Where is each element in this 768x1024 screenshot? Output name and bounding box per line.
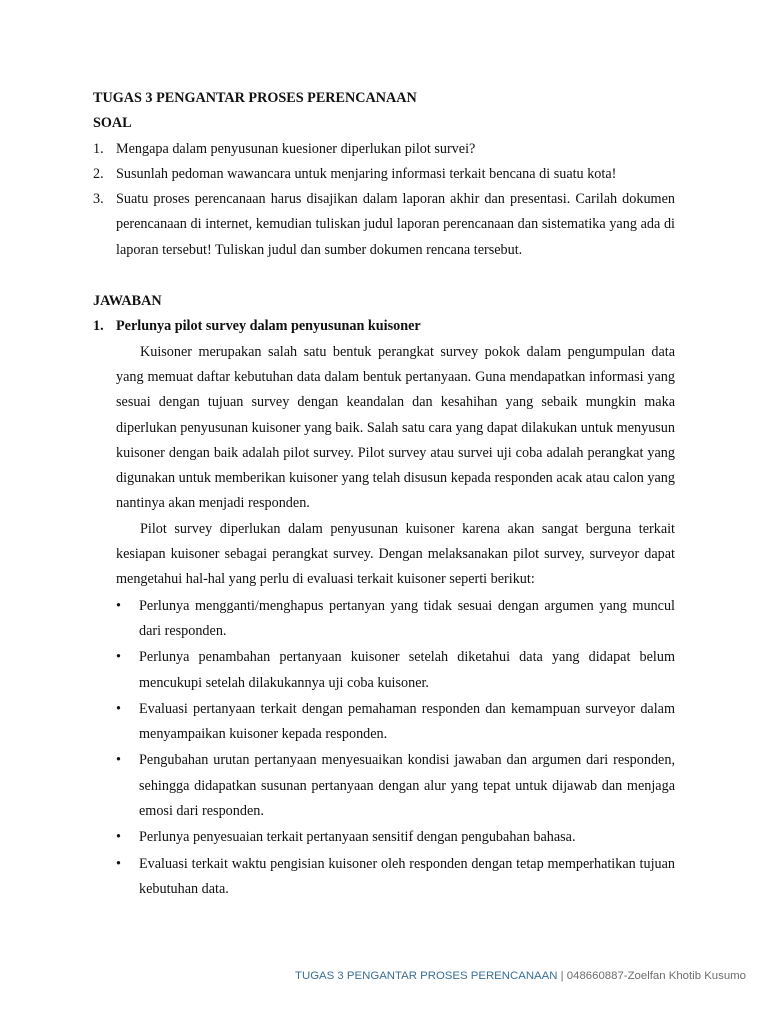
bullet-text: Perlunya penambahan pertanyaan kuisoner setelah diketahui data yang didapat belum mencukupi setelah dilakukannya uji coba kuisoner. xyxy=(139,649,675,691)
bullet-icon: • xyxy=(116,700,121,717)
jawaban-label: JAWABAN xyxy=(93,293,162,310)
question-list xyxy=(93,137,675,263)
document-title: TUGAS 3 PENGANTAR PROSES PERENCANAAN xyxy=(93,90,417,106)
bullet-icon: • xyxy=(116,597,121,614)
list-number: 3. xyxy=(93,191,104,208)
bullet-icon: • xyxy=(116,649,121,666)
question-text: Suatu proses perencanaan harus disajikan dalam laporan akhir dan presentasi. Carilah dokumen perencanaan di internet, kemudian tuliskan judul laporan perencanaan dan sistematika yang ada di laporan tersebut! Tuliskan judul dan sumber dokumen rencana tersebut. xyxy=(116,191,675,258)
footer-separator: | xyxy=(557,970,567,982)
list-item xyxy=(116,852,675,903)
page-footer xyxy=(295,970,746,982)
bullet-icon: • xyxy=(116,855,121,872)
list-number: 1. xyxy=(93,318,104,335)
bullet-icon: • xyxy=(116,829,121,846)
paragraph: Kuisoner merupakan salah satu bentuk perangkat survey pokok dalam pengumpulan data yang memuat daftar kebutuhan data dalam bentuk pertanyaan. Guna mendapatkan informasi yang sesuai dengan tujuan survey dengan keandalan dan kesahihan yang sebaik mungkin maka diperlukan penyusunan kuisoner yang baik. Salah satu cara yang dapat dilakukan untuk menyusun kuisoner dengan baik adalah pilot survey. Pilot survey atau survei uji coba adalah perangkat yang digunakan untuk memberikan kuisoner yang telah disusun kepada responden acak atau calon yang nantinya akan menjadi responden. xyxy=(116,343,675,512)
bullet-text: Evaluasi terkait waktu pengisian kuisoner oleh responden dengan tetap memperhatikan tujuan kebutuhan data. xyxy=(139,855,675,897)
bullet-text: Evaluasi pertanyaan terkait dengan pemahaman responden dan kemampuan surveyor dalam menyampaikan kuisoner kepada responden. xyxy=(139,700,675,743)
list-item xyxy=(116,645,675,696)
list-item xyxy=(116,825,675,850)
bullet-text: Perlunya mengganti/menghapus pertanyan yang tidak sesuai dengan argumen yang muncul dari responden. xyxy=(139,597,675,639)
list-item xyxy=(93,137,675,162)
bullet-icon: • xyxy=(116,752,121,769)
bullet-text: Perlunya penyesuaian terkait pertanyaan sensitif dengan pengubahan bahasa. xyxy=(139,829,576,846)
bullet-list xyxy=(116,594,675,903)
paragraph: Pilot survey diperlukan dalam penyusunan kuisoner karena akan sangat berguna terkait kesiapan kuisoner sebagai perangkat survey. Dengan melaksanakan pilot survey, surveyor dapat mengetahui hal-hal yang perlu di evaluasi terkait kuisoner seperti berikut: xyxy=(116,520,675,588)
question-text: Mengapa dalam penyusunan kuesioner diperlukan pilot survei? xyxy=(116,140,476,157)
list-item xyxy=(116,594,675,645)
footer-title: TUGAS 3 PENGANTAR PROSES PERENCANAAN xyxy=(295,970,558,982)
list-item xyxy=(93,162,675,187)
soal-label: SOAL xyxy=(93,115,132,132)
answer-heading xyxy=(93,314,675,339)
document-page xyxy=(93,86,675,902)
list-number: 2. xyxy=(93,165,104,182)
list-item xyxy=(116,748,675,824)
answer-heading-text: Perlunya pilot survey dalam penyusunan kuisoner xyxy=(116,318,421,335)
list-number: 1. xyxy=(93,140,104,157)
bullet-text: Pengubahan urutan pertanyaan menyesuaikan kondisi jawaban dan argumen dari responden, sehingga didapatkan susunan pertanyaan dengan alur yang tepat untuk dijawab dan menjaga emosi dari responden. xyxy=(139,752,675,820)
list-item xyxy=(116,697,675,748)
question-text: Susunlah pedoman wawancara untuk menjaring informasi terkait bencana di suatu kota! xyxy=(116,165,617,182)
list-item xyxy=(93,187,675,263)
footer-author: 048660887-Zoelfan Khotib Kusumo xyxy=(566,970,746,982)
